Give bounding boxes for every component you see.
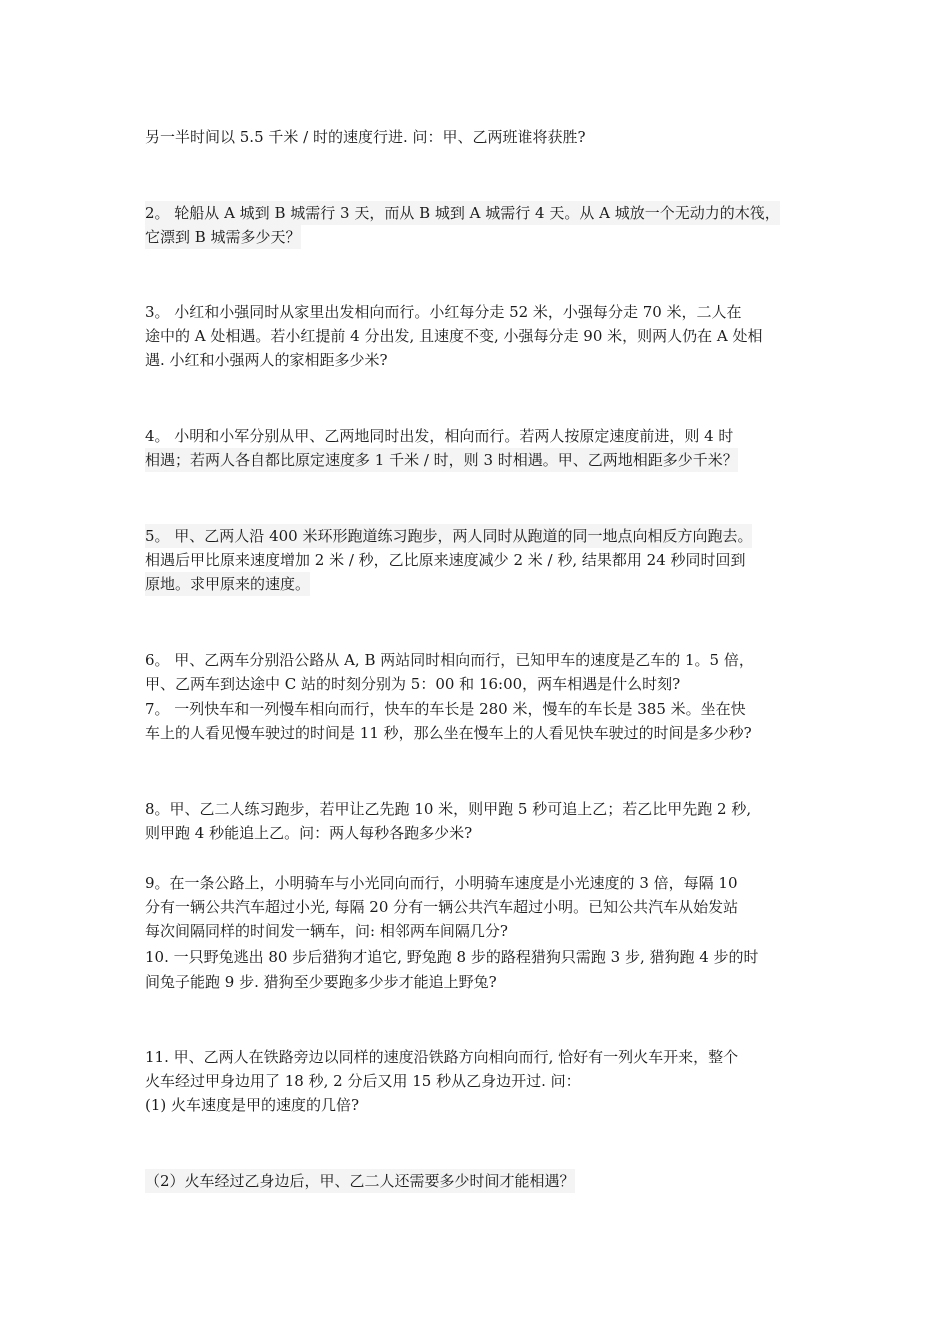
text-line: 3。 小红和小强同时从家里出发相向而行。小红每分走 52 米，小强每分走 70 米，二人在 [145,303,742,321]
text-line: (1) 火车速度是甲的速度的几倍? [145,1096,360,1114]
text-line: 4。 小明和小军分别从甲、乙两地同时出发，相向而行。若两人按原定速度前进，则 4 时 [145,427,734,445]
text-line: 间兔子能跑 9 步. 猎狗至少要跑多少步才能追上野兔? [145,973,497,991]
text-line: （2）火车经过乙身边后，甲、乙二人还需要多少时间才能相遇？ [145,1169,575,1193]
text-line: 6。 甲、乙两车分别沿公路从 A, B 两站同时相向而行，已知甲车的速度是乙车的 1。5 倍， [145,651,754,669]
text-line: 原地。求甲原来的速度。 [145,572,310,596]
text-line: 则甲跑 4 秒能追上乙。问：两人每秒各跑多少米? [145,824,473,842]
text-line: 相遇后甲比原来速度增加 2 米 / 秒，乙比原来速度减少 2 米 / 秒, 结果都用 24 秒同时回到 [145,551,746,569]
text-line: 火车经过甲身边用了 18 秒, 2 分后又用 15 秒从乙身边开过. 问： [145,1072,581,1090]
text-line: 另一半时间以 5.5 千米 / 时的速度行进. 问：甲、乙两班谁将获胜? [145,128,586,146]
text-line: 5。 甲、乙两人沿 400 米环形跑道练习跑步，两人同时从跑道的同一地点向相反方向跑去。 [145,524,752,548]
text-line: 相遇；若两人各自都比原定速度多 1 千米 / 时，则 3 时相遇。甲、乙两地相距多少千米？ [145,448,738,472]
text-line: 10. 一只野兔逃出 80 步后猎狗才追它, 野兔跑 8 步的路程猎狗只需跑 3 步, 猎狗跑 4 步的时 [145,948,759,966]
text-line: 遇. 小红和小强两人的家相距多少米? [145,351,388,369]
text-line: 途中的 A 处相遇。若小红提前 4 分出发, 且速度不变, 小强每分走 90 米，则两人仍在 A 处相 [145,327,763,345]
text-line: 每次间隔同样的时间发一辆车，问: 相邻两车间隔几分? [145,922,508,940]
text-line: 分有一辆公共汽车超过小光, 每隔 20 分有一辆公共汽车超过小明。已知公共汽车从始发站 [145,898,739,916]
text-line: 8。甲、乙二人练习跑步，若甲让乙先跑 10 米，则甲跑 5 秒可追上乙；若乙比甲先跑 2 秒, [145,800,752,818]
text-line: 2。 轮船从 A 城到 B 城需行 3 天，而从 B 城到 A 城需行 4 天。从 A 城放一个无动力的木筏， [145,201,780,225]
text-line: 甲、乙两车到达途中 C 站的时刻分别为 5：00 和 16:00，两车相遇是什么时刻? [145,675,681,693]
text-line: 车上的人看见慢车驶过的时间是 11 秒，那么坐在慢车上的人看见快车驶过的时间是多少秒? [145,724,752,742]
text-line: 7。 一列快车和一列慢车相向而行，快车的车长是 280 米，慢车的车长是 385 米。坐在快 [145,700,746,718]
text-line: 11. 甲、乙两人在铁路旁边以同样的速度沿铁路方向相向而行, 恰好有一列火车开来，整个 [145,1048,739,1066]
text-line: 9。在一条公路上，小明骑车与小光同向而行，小明骑车速度是小光速度的 3 倍，每隔 10 [145,874,738,892]
text-line: 它漂到 B 城需多少天？ [145,225,301,249]
